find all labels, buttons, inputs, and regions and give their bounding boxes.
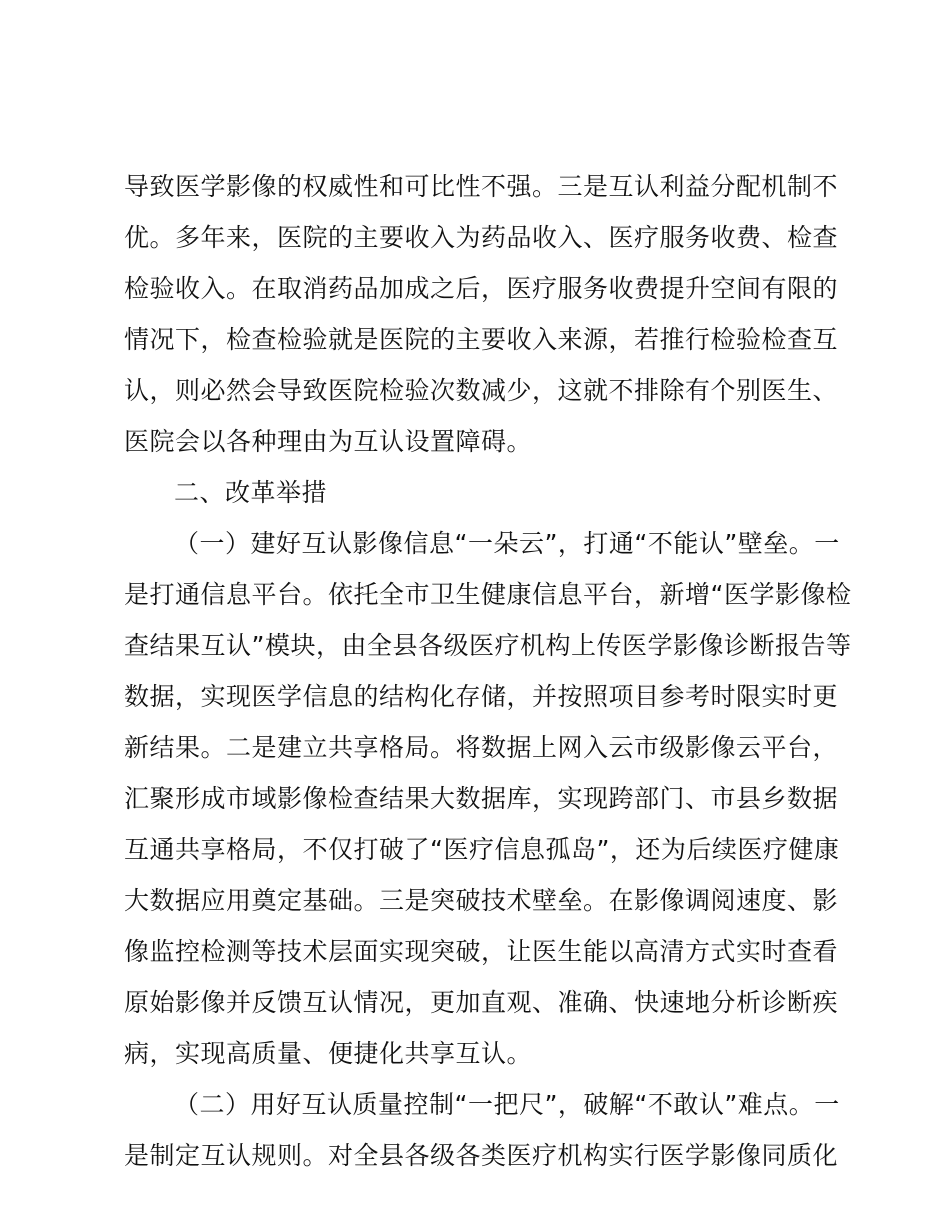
- text-line: 病，实现高质量、便捷化共享互认。: [124, 1039, 533, 1068]
- text-line: 优。多年来，医院的主要收入为药品收入、医疗服务收费、检查: [124, 223, 839, 252]
- text-line: （一）建好互认影像信息“一朵云”，打通“不能认”壁垒。一: [174, 529, 840, 558]
- text-line: 认，则必然会导致医院检验次数减少，这就不排除有个别医生、: [124, 376, 839, 405]
- text-line: 导致医学影像的权威性和可比性不强。三是互认利益分配机制不: [124, 172, 839, 201]
- text-line: 检验收入。在取消药品加成之后，医疗服务收费提升空间有限的: [124, 274, 839, 303]
- text-line: 原始影像并反馈互认情况，更加直观、准确、快速地分析诊断疾: [124, 988, 839, 1017]
- section-heading: 二、改革举措: [174, 478, 328, 507]
- text-line: 查结果互认”模块，由全县各级医疗机构上传医学影像诊断报告等: [124, 631, 852, 660]
- text-line: 像监控检测等技术层面实现突破，让医生能以高清方式实时查看: [124, 937, 839, 966]
- text-line: 新结果。二是建立共享格局。将数据上网入云市级影像云平台，: [124, 733, 839, 762]
- text-line: 情况下，检查检验就是医院的主要收入来源，若推行检验检查互: [124, 325, 839, 354]
- text-line: 大数据应用奠定基础。三是突破技术壁垒。在影像调阅速度、影: [124, 886, 839, 915]
- text-line: 是制定互认规则。对全县各级各类医疗机构实行医学影像同质化: [124, 1141, 839, 1170]
- text-line: 是打通信息平台。依托全市卫生健康信息平台，新增“医学影像检: [124, 580, 852, 609]
- text-line: 互通共享格局，不仅打破了“医疗信息孤岛”，还为后续医疗健康: [124, 835, 840, 864]
- text-line: 汇聚形成市域影像检查结果大数据库，实现跨部门、市县乡数据: [124, 784, 839, 813]
- text-line: （二）用好互认质量控制“一把尺”，破解“不敢认”难点。一: [174, 1090, 840, 1119]
- text-line: 数据，实现医学信息的结构化存储，并按照项目参考时限实时更: [124, 682, 839, 711]
- body-text: [124, 161, 852, 1181]
- text-line: 医院会以各种理由为互认设置障碍。: [124, 427, 533, 456]
